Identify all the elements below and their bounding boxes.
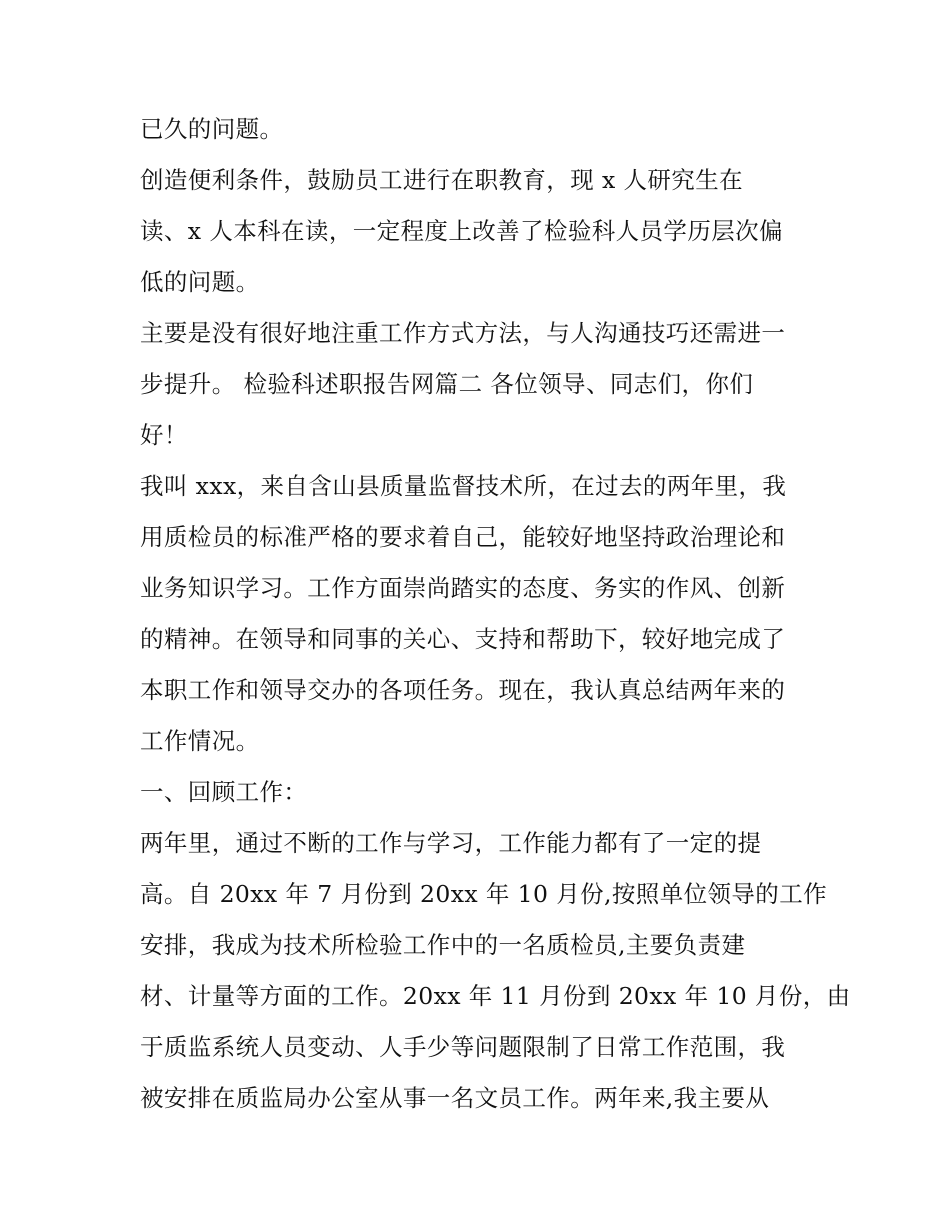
text-line: 被安排在质监局办公室从事一名文员工作。两年来,我主要从 <box>140 1084 770 1112</box>
text-line: 材、计量等方面的工作。20xx 年 11 月份到 20xx 年 10 月份，由 <box>140 982 851 1010</box>
text-line: 好！ <box>140 421 188 449</box>
text-line: 步提升。 检验科述职报告网篇二 各位领导、同志们，你们 <box>140 370 754 398</box>
section-heading: 一、回顾工作： <box>140 778 308 806</box>
text-line: 两年里，通过不断的工作与学习，工作能力都有了一定的提 <box>140 829 762 857</box>
text-line: 高。自 20xx 年 7 月份到 20xx 年 10 月份,按照单位领导的工作 <box>140 880 828 908</box>
text-line: 读、x 人本科在读，一定程度上改善了检验科人员学历层次偏 <box>140 217 783 245</box>
text-line: 创造便利条件，鼓励员工进行在职教育，现 x 人研究生在 <box>140 166 743 194</box>
text-line: 业务知识学习。工作方面崇尚踏实的态度、务实的作风、创新 <box>140 574 786 602</box>
text-line: 工作情况。 <box>140 727 260 755</box>
text-line: 的精神。在领导和同事的关心、支持和帮助下，较好地完成了 <box>140 625 786 653</box>
text-line: 本职工作和领导交办的各项任务。现在，我认真总结两年来的 <box>140 676 786 704</box>
text-line: 已久的问题。 <box>140 115 284 143</box>
text-line: 用质检员的标准严格的要求着自己，能较好地坚持政治理论和 <box>140 523 786 551</box>
text-line: 我叫 xxx，来自含山县质量监督技术所，在过去的两年里，我 <box>140 472 787 500</box>
text-line: 于质监系统人员变动、人手少等问题限制了日常工作范围，我 <box>140 1033 786 1061</box>
text-line: 主要是没有很好地注重工作方式方法，与人沟通技巧还需进一 <box>140 319 786 347</box>
text-line: 低的问题。 <box>140 268 260 296</box>
text-line: 安排，我成为技术所检验工作中的一名质检员,主要负责建 <box>140 931 746 959</box>
